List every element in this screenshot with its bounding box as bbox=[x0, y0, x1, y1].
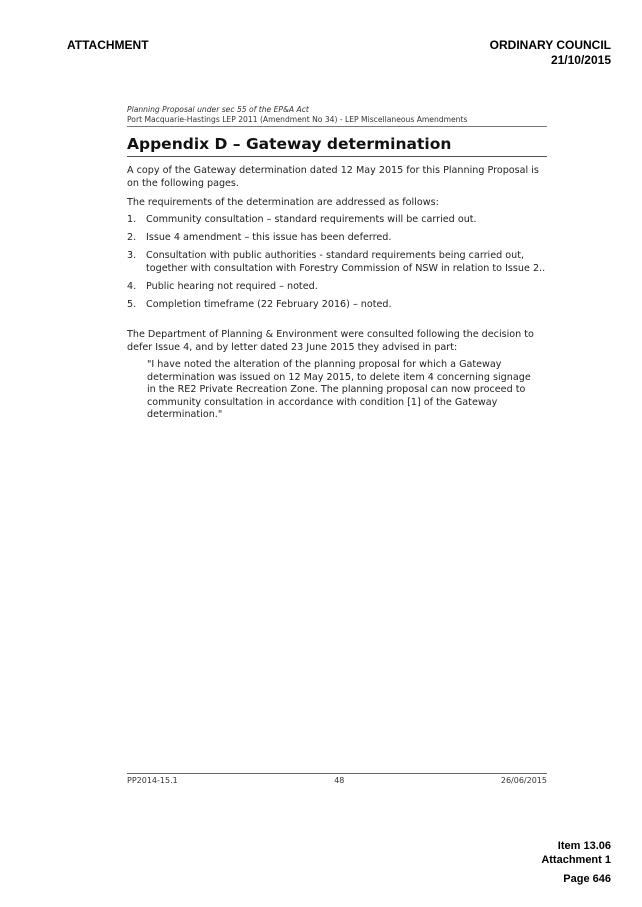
attachment-header: ATTACHMENT bbox=[67, 38, 149, 52]
item-number: Item 13.06 bbox=[557, 840, 611, 852]
requirements-intro: The requirements of the determination are addressed as follows: bbox=[127, 197, 439, 208]
item-reference bbox=[541, 839, 611, 886]
list-item: 1. Community consultation – standard requirements will be carried out. bbox=[127, 214, 477, 225]
intro-paragraph: A copy of the Gateway determination dated 12 May 2015 for this Planning Proposal is on the following pages. bbox=[127, 165, 539, 189]
quoted-letter: "I have noted the alteration of the planning proposal for which a Gateway determination was issued on 12 May 2015, to delete item 4 concerning signage in the RE2 Private Recreation Zone. The planning proposal can now proceed to community consultation in accordance with condition [1] of the Gateway determination." bbox=[147, 359, 531, 420]
meeting-name: ORDINARY COUNCIL bbox=[489, 38, 611, 52]
footer-reference: PP2014-15.1 bbox=[127, 776, 178, 785]
footer-page-number: 48 bbox=[334, 776, 345, 785]
department-paragraph: The Department of Planning & Environment were consulted following the decision to defer Issue 4, and by letter dated 23 June 2015 they advised in part: bbox=[127, 329, 534, 353]
document-footer bbox=[127, 773, 547, 785]
proposal-subtitle: Port Macquarie-Hastings LEP 2011 (Amendment No 34) - LEP Miscellaneous Amendments bbox=[127, 115, 547, 127]
meeting-header bbox=[490, 38, 611, 68]
requirements-list bbox=[127, 213, 547, 311]
meeting-date: 21/10/2015 bbox=[550, 53, 611, 67]
appendix-title: Appendix D – Gateway determination bbox=[127, 135, 547, 157]
proposal-label: Planning Proposal under sec 55 of the EP&A Act bbox=[127, 105, 309, 114]
page-number: Page 646 bbox=[563, 873, 611, 885]
list-item: 4. Public hearing not required – noted. bbox=[127, 281, 318, 292]
list-item: 3. Consultation with public authorities - standard requirements being carried out, together with consultation with Forestry Commission of NSW in relation to Issue 2.. bbox=[127, 250, 546, 274]
document-page bbox=[127, 105, 547, 422]
footer-date: 26/06/2015 bbox=[500, 776, 547, 785]
attachment-number: Attachment 1 bbox=[541, 854, 611, 866]
list-item: 5. Completion timeframe (22 February 2016) – noted. bbox=[127, 299, 392, 310]
list-item: 2. Issue 4 amendment – this issue has been deferred. bbox=[127, 232, 392, 243]
